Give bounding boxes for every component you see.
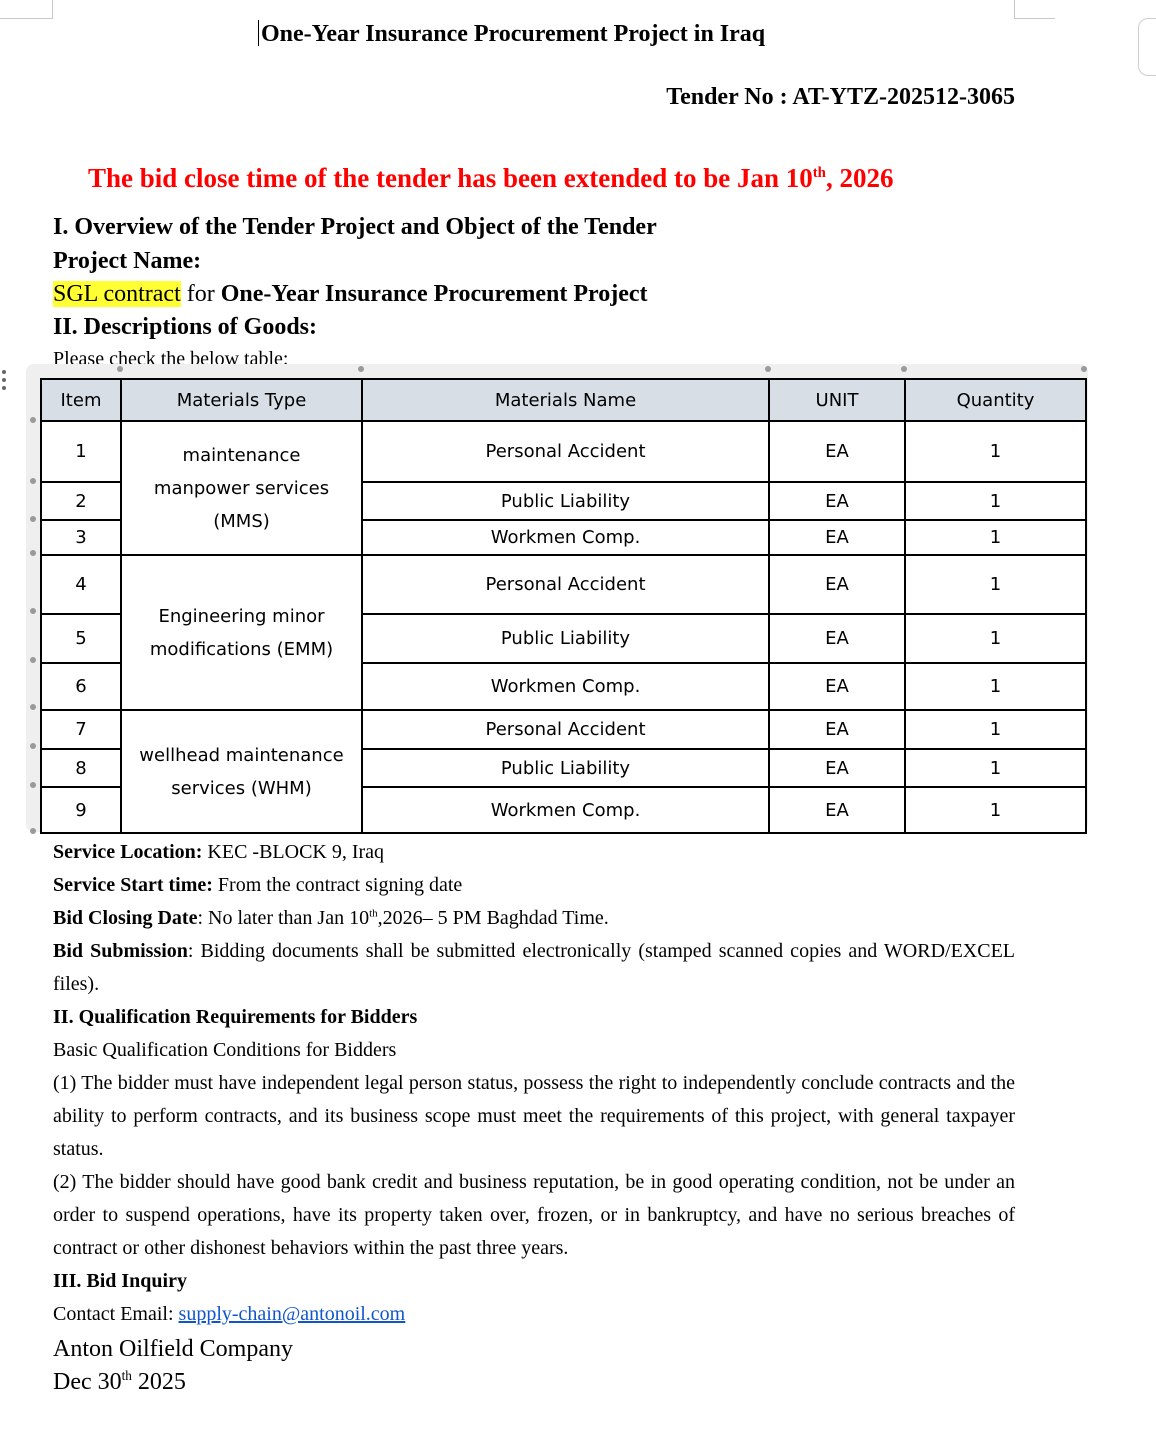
table-row — [41, 421, 1086, 482]
column-handle[interactable] — [1081, 366, 1087, 372]
email-link[interactable]: supply-chain@antonoil.com — [178, 1303, 406, 1325]
company-name: Anton Oilfield Company — [53, 1336, 293, 1362]
highlighted-text: SGL contract — [53, 281, 181, 307]
document-title: One-Year Insurance Procurement Project in Iraq — [258, 20, 765, 48]
signature-date: Dec 30th 2025 — [53, 1368, 186, 1395]
row-handle[interactable] — [30, 704, 36, 710]
quantity-cell: 1 — [905, 787, 1086, 833]
unit-cell: EA — [769, 555, 905, 614]
table-instruction: Please check the below table: — [53, 348, 289, 364]
unit-cell: EA — [769, 614, 905, 663]
side-panel-tab[interactable] — [1138, 18, 1156, 76]
text-cursor — [258, 20, 259, 46]
table-row — [41, 710, 1086, 749]
materials-name-cell: Personal Accident — [362, 710, 769, 749]
row-handle[interactable] — [30, 417, 36, 423]
item-cell: 7 — [41, 710, 121, 749]
quantity-cell: 1 — [905, 663, 1086, 710]
row-handle[interactable] — [30, 782, 36, 788]
unit-cell: EA — [769, 663, 905, 710]
column-header: UNIT — [769, 379, 905, 421]
row-handle[interactable] — [30, 608, 36, 614]
more-options-icon[interactable] — [2, 370, 8, 394]
column-handle[interactable] — [358, 366, 364, 372]
contact-email: Contact Email: supply-chain@antonoil.com — [53, 1303, 406, 1325]
service-location: Service Location: KEC -BLOCK 9, Iraq — [53, 841, 385, 863]
unit-cell: EA — [769, 482, 905, 520]
extension-notice: The bid close time of the tender has been extended to be Jan 10th, 2026 — [88, 163, 894, 193]
column-handle[interactable] — [901, 366, 907, 372]
unit-cell: EA — [769, 787, 905, 833]
row-handle[interactable] — [30, 550, 36, 556]
row-handle[interactable] — [30, 743, 36, 749]
column-header: Materials Type — [121, 379, 362, 421]
materials-name-cell: Public Liability — [362, 482, 769, 520]
item-cell: 5 — [41, 614, 121, 663]
item-cell: 9 — [41, 787, 121, 833]
item-cell: 3 — [41, 520, 121, 555]
row-handle[interactable] — [30, 828, 36, 834]
materials-name-cell: Workmen Comp. — [362, 520, 769, 555]
item-cell: 6 — [41, 663, 121, 710]
unit-cell: EA — [769, 421, 905, 482]
materials-name-cell: Public Liability — [362, 749, 769, 787]
quantity-cell: 1 — [905, 482, 1086, 520]
service-start-time: Service Start time: From the contract signing date — [53, 874, 463, 896]
bid-closing-date: Bid Closing Date: No later than Jan 10th,2026– 5 PM Baghdad Time. — [53, 907, 609, 929]
quantity-cell: 1 — [905, 749, 1086, 787]
unit-cell: EA — [769, 749, 905, 787]
qualification-subheading: Basic Qualification Conditions for Bidders — [53, 1039, 397, 1061]
section-heading-overview: I. Overview of the Tender Project and Object of the Tender — [53, 214, 657, 240]
quantity-cell: 1 — [905, 614, 1086, 663]
item-cell: 2 — [41, 482, 121, 520]
page-corner-mark — [1014, 0, 1055, 19]
materials-type-cell: Engineering minor modifications (EMM) — [121, 555, 362, 710]
qualification-heading: II. Qualification Requirements for Bidders — [53, 1006, 418, 1028]
column-handle[interactable] — [117, 366, 123, 372]
materials-type-cell: maintenance manpower services (MMS) — [121, 421, 362, 555]
quantity-cell: 1 — [905, 555, 1086, 614]
bid-inquiry-heading: III. Bid Inquiry — [53, 1270, 187, 1292]
table-row — [41, 555, 1086, 614]
materials-name-cell: Workmen Comp. — [362, 787, 769, 833]
qualification-condition-1: (1) The bidder must have independent legal person status, possess the right to independently conclude contracts and the ability to perform contracts, and its business scope must meet the requirements of this project, with general taxpayer status. — [53, 1072, 1015, 1160]
row-handle[interactable] — [30, 478, 36, 484]
unit-cell: EA — [769, 520, 905, 555]
column-header: Materials Name — [362, 379, 769, 421]
page-corner-mark — [0, 0, 53, 19]
table-header-row — [41, 379, 1086, 421]
materials-name-cell: Workmen Comp. — [362, 663, 769, 710]
column-handle[interactable] — [765, 366, 771, 372]
bid-submission: Bid Submission: Bidding documents shall be submitted electronically (stamped scanned copies and WORD/EXCEL files). — [53, 940, 1016, 995]
materials-name-cell: Public Liability — [362, 614, 769, 663]
materials-name-cell: Personal Accident — [362, 555, 769, 614]
materials-name-cell: Personal Accident — [362, 421, 769, 482]
tender-number: Tender No : AT-YTZ-202512-3065 — [666, 84, 1015, 110]
row-handle[interactable] — [30, 516, 36, 522]
column-header: Item — [41, 379, 121, 421]
qualification-condition-2: (2) The bidder should have good bank credit and business reputation, be in good operating condition, not be under an order to suspend operations, have its property taken over, frozen, or in bankruptcy, and have no serious breaches of contract or other dishonest behaviors within the past three years. — [53, 1171, 1015, 1259]
goods-table — [40, 378, 1087, 834]
project-name-label: Project Name: — [53, 248, 202, 274]
project-name: SGL contract for One-Year Insurance Procurement Project — [53, 281, 648, 307]
row-handle[interactable] — [30, 657, 36, 663]
column-header: Quantity — [905, 379, 1086, 421]
section-heading-goods: II. Descriptions of Goods: — [53, 314, 318, 340]
item-cell: 1 — [41, 421, 121, 482]
unit-cell: EA — [769, 710, 905, 749]
document-body — [53, 836, 1015, 1331]
materials-type-cell: wellhead maintenance services (WHM) — [121, 710, 362, 833]
quantity-cell: 1 — [905, 520, 1086, 555]
item-cell: 4 — [41, 555, 121, 614]
quantity-cell: 1 — [905, 421, 1086, 482]
quantity-cell: 1 — [905, 710, 1086, 749]
item-cell: 8 — [41, 749, 121, 787]
